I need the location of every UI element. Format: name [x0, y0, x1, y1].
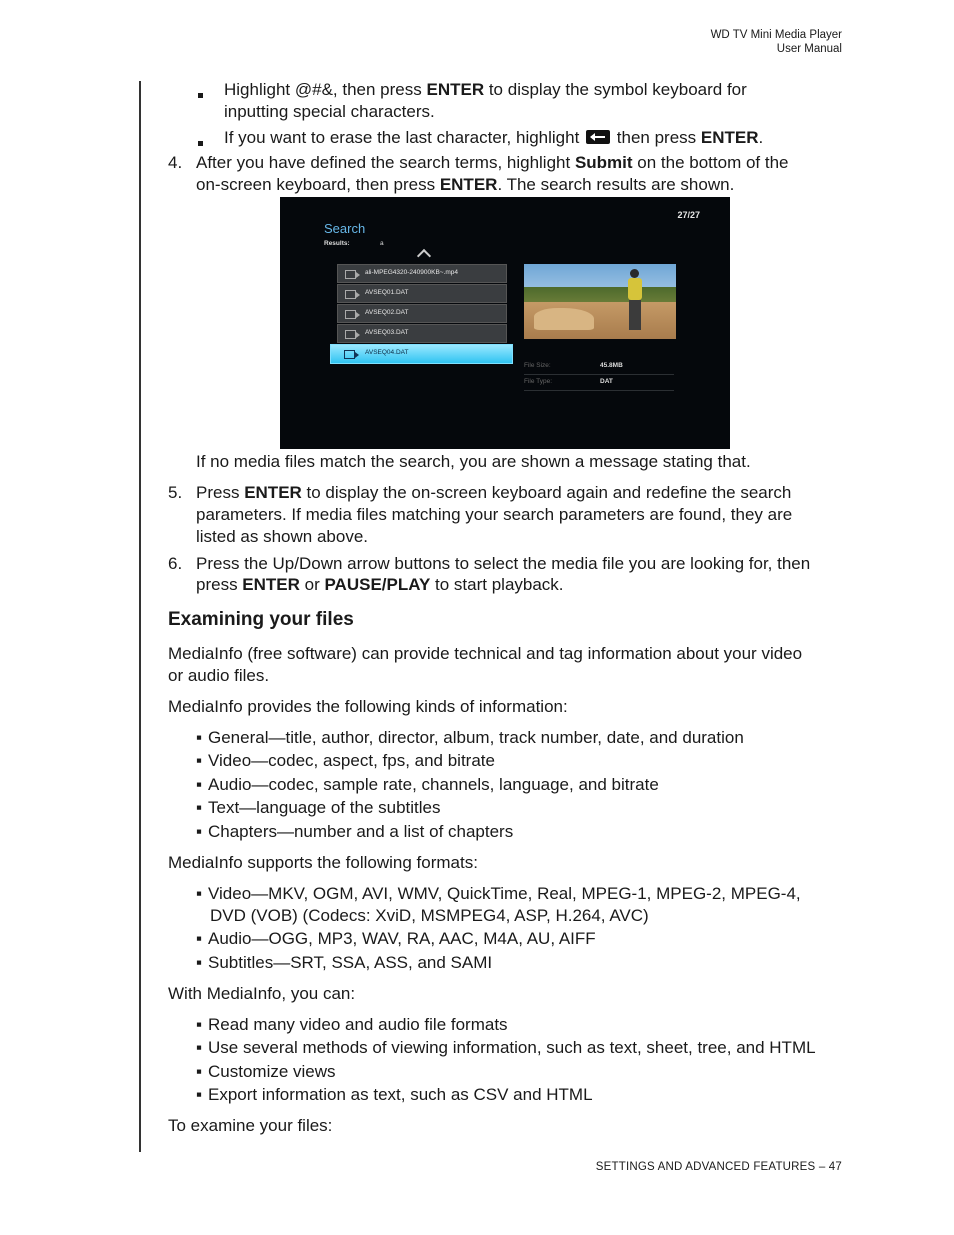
result-counter: 27/27: [677, 210, 700, 220]
header-doc-type: User Manual: [776, 43, 842, 55]
video-file-icon: [345, 310, 356, 319]
list-item: Chapters—number and a list of chapters: [208, 822, 514, 841]
bullet-symbol-keyboard: [224, 79, 747, 101]
results-query: a: [380, 240, 384, 247]
header-product: WD TV Mini Media Player: [710, 29, 842, 41]
text: to start playback.: [430, 575, 564, 594]
capabilities-intro: With MediaInfo, you can:: [168, 984, 356, 1003]
bullet-square: [198, 141, 203, 146]
step6-line1: Press the Up/Down arrow buttons to select the media file you are looking for, then: [196, 554, 811, 573]
step-number: 6.: [168, 554, 183, 573]
step4-line2: [196, 174, 734, 196]
file-row: [337, 324, 507, 343]
backspace-arrow-icon: [586, 130, 610, 144]
file-name: AVSEQ04.DAT: [365, 349, 409, 356]
section-heading: Examining your files: [168, 609, 354, 630]
text: to display the on-screen keyboard again and redefine the search: [301, 483, 792, 502]
page-footer: SETTINGS AND ADVANCED FEATURES – 47: [595, 1161, 842, 1173]
intro-line2: or audio files.: [168, 666, 270, 685]
screen-title: Search: [324, 221, 366, 236]
margin-rule: [139, 81, 141, 1152]
file-row: [337, 264, 507, 283]
key-enter: ENTER: [700, 128, 759, 147]
list-item-cont: DVD (VOB) (Codecs: XviD, MSMPEG4, ASP, H.264, AVC): [210, 906, 649, 925]
file-type-value: DAT: [600, 378, 613, 385]
text: Press: [196, 483, 245, 502]
page-header: [711, 28, 842, 56]
file-name: AVSEQ03.DAT: [365, 329, 409, 336]
text: or: [299, 575, 325, 594]
list-item: Video—MKV, OGM, AVI, WMV, QuickTime, Real, MPEG-1, MPEG-2, MPEG-4,: [208, 884, 801, 903]
divider: [524, 390, 674, 391]
video-file-icon: [345, 330, 356, 339]
bullet-marker: ▪: [196, 1038, 203, 1057]
video-thumbnail: [524, 264, 676, 339]
key-enter: ENTER: [242, 575, 300, 594]
list-item: Audio—codec, sample rate, channels, language, and bitrate: [208, 775, 659, 794]
text: Highlight @#&, then press: [224, 80, 427, 99]
key-submit: Submit: [574, 153, 633, 172]
video-file-icon: [345, 270, 356, 279]
bullet-marker: ▪: [196, 1085, 203, 1104]
scroll-up-icon: [417, 249, 431, 263]
bullet-marker: ▪: [196, 751, 203, 770]
key-enter: ENTER: [439, 175, 498, 194]
file-row-selected: [330, 344, 513, 364]
no-match-note: If no media files match the search, you are shown a message stating that.: [196, 452, 751, 471]
text: If you want to erase the last character, highlight: [224, 128, 585, 147]
file-row: [337, 304, 507, 323]
list-item: Customize views: [208, 1062, 336, 1081]
bullet-erase: [224, 127, 763, 149]
list-item: Subtitles—SRT, SSA, ASS, and SAMI: [208, 953, 493, 972]
step-number: 4.: [168, 153, 183, 172]
divider: [524, 374, 674, 375]
file-type-label: File Type:: [524, 378, 553, 385]
text: .: [758, 128, 764, 147]
text: to display the symbol keyboard for: [484, 80, 747, 99]
file-name: AVSEQ01.DAT: [365, 289, 409, 296]
text: on the bottom of the: [632, 153, 789, 172]
text: After you have defined the search terms, highlight: [196, 153, 575, 172]
bullet-marker: ▪: [196, 1015, 203, 1034]
text: on-screen keyboard, then press: [196, 175, 440, 194]
step5-line1: [196, 482, 791, 504]
list-item: Text—language of the subtitles: [208, 798, 441, 817]
examine-intro: To examine your files:: [168, 1116, 333, 1135]
list-item: Audio—OGG, MP3, WAV, RA, AAC, M4A, AU, AIFF: [208, 929, 596, 948]
list-item: Use several methods of viewing information, such as text, sheet, tree, and HTML: [208, 1038, 816, 1057]
key-enter: ENTER: [426, 80, 485, 99]
bullet-marker: ▪: [196, 953, 203, 972]
search-results-screenshot: [280, 197, 730, 449]
text: . The search results are shown.: [497, 175, 735, 194]
bullet-marker: ▪: [196, 884, 203, 903]
intro-line1: MediaInfo (free software) can provide technical and tag information about your video: [168, 644, 803, 663]
list-item: Video—codec, aspect, fps, and bitrate: [208, 751, 495, 770]
step4-line1: [196, 152, 789, 174]
bullet-marker: ▪: [196, 822, 203, 841]
file-size-value: 45.8MB: [600, 362, 623, 369]
bullet-symbol-keyboard-cont: inputting special characters.: [224, 102, 435, 121]
text: press: [196, 575, 243, 594]
file-size-label: File Size:: [524, 362, 551, 369]
bullet-square: [198, 93, 203, 98]
key-pause-play: PAUSE/PLAY: [324, 575, 431, 594]
info-kinds-intro: MediaInfo provides the following kinds of information:: [168, 697, 568, 716]
video-file-icon: [344, 350, 355, 359]
video-file-icon: [345, 290, 356, 299]
step5-line2: parameters. If media files matching your search parameters are found, they are: [196, 505, 793, 524]
bullet-marker: ▪: [196, 1062, 203, 1081]
list-item: Read many video and audio file formats: [208, 1015, 508, 1034]
file-row: [337, 284, 507, 303]
bullet-marker: ▪: [196, 798, 203, 817]
bullet-marker: ▪: [196, 775, 203, 794]
formats-intro: MediaInfo supports the following formats:: [168, 853, 478, 872]
file-name: ali-MPEG4320-240900KB~.mp4: [365, 269, 459, 276]
step6-line2: [196, 574, 564, 596]
step5-line3: listed as shown above.: [196, 527, 368, 546]
file-name: AVSEQ02.DAT: [365, 309, 409, 316]
results-label: Results:: [324, 240, 350, 247]
list-item: Export information as text, such as CSV and HTML: [208, 1085, 593, 1104]
list-item: General—title, author, director, album, track number, date, and duration: [208, 728, 744, 747]
step-number: 5.: [168, 483, 183, 502]
bullet-marker: ▪: [196, 728, 203, 747]
key-enter: ENTER: [244, 483, 302, 502]
bullet-marker: ▪: [196, 929, 203, 948]
text: then press: [612, 128, 701, 147]
